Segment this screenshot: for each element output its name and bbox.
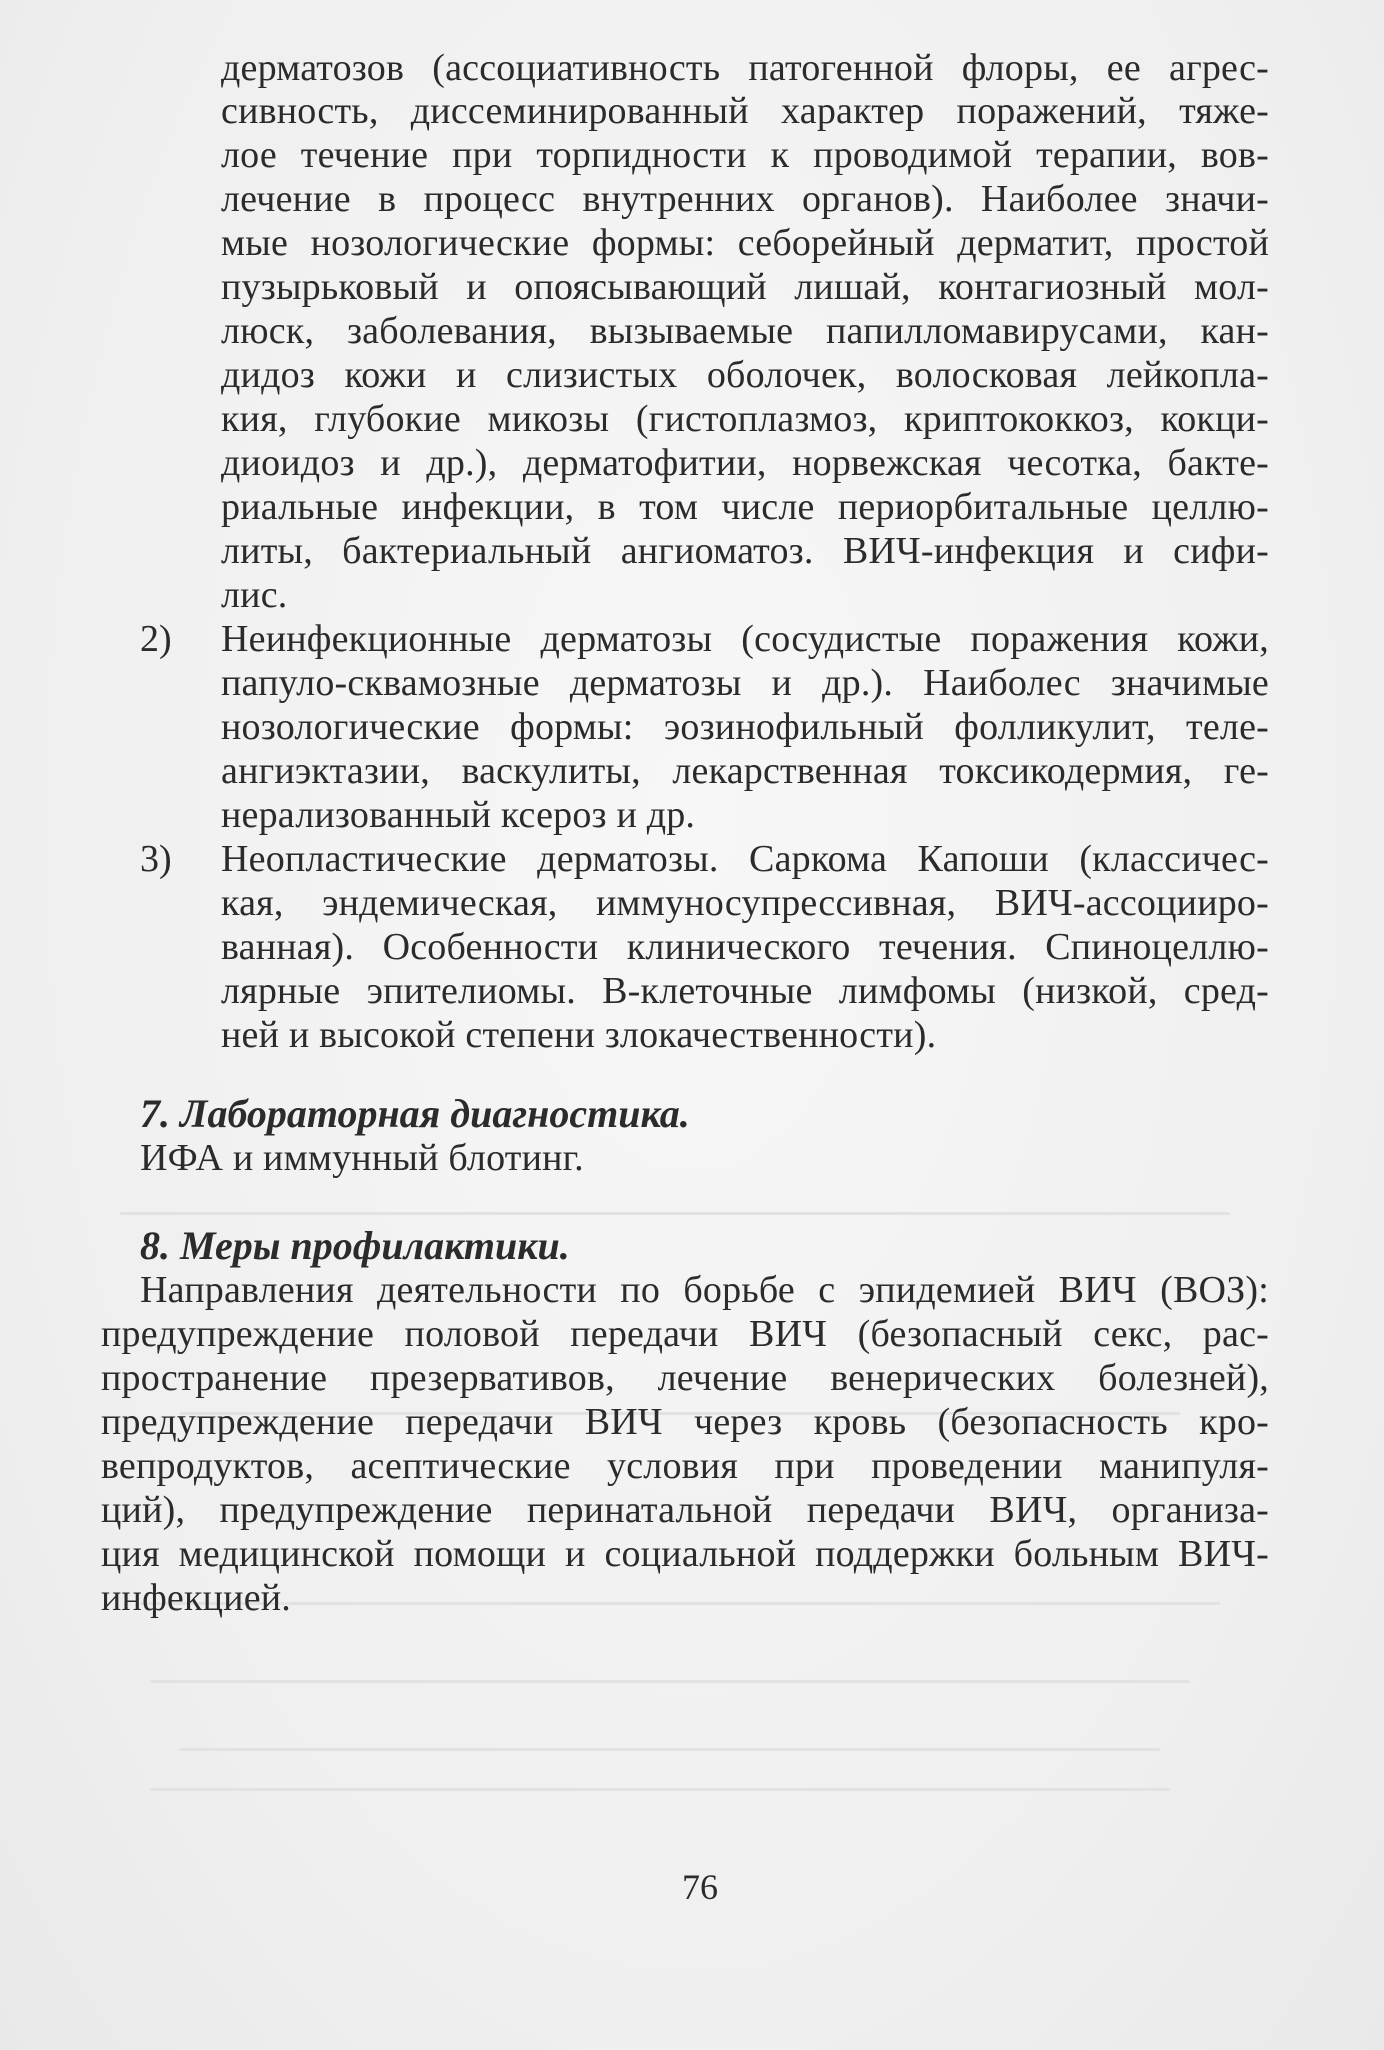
text-line: лечение в процесс внутренних органов). Наиболее значи- [221,178,1269,220]
text-line: Неопластические дерматозы. Саркома Капоши (классичес- [221,838,1269,880]
text-line: ней и высокой степени злокачественности). [221,1014,937,1056]
text-line: ангиэктазии, васкулиты, лекарственная токсикодермия, ге- [221,750,1269,792]
page-number: 76 [682,1867,718,1907]
text-line: нерализованный ксероз и др. [221,794,696,836]
text-line: нозологические формы: эозинофильный фолликулит, теле- [221,706,1269,748]
list-item-number: 3) [140,838,172,880]
text-line: дидоз кожи и слизистых оболочек, волосковая лейкопла- [221,354,1269,396]
text-line: риальные инфекции, в том числе периорбитальные целлю- [221,486,1269,528]
bleed-through-line [150,1680,1190,1683]
text-line: пузырьковый и опоясывающий лишай, контагиозный мол- [221,266,1269,308]
text-line: пространение презервативов, лечение венерических болезней), [101,1357,1269,1399]
text-line: папуло-сквамозные дерматозы и др.). Наиболес значимые [221,662,1269,704]
section-heading-prevention: 8. Меры профилактики. [140,1223,570,1268]
section-heading-lab-diagnostics: 7. Лабораторная диагностика. [140,1091,690,1136]
text-line: лис. [221,574,288,616]
text-line: диоидоз и др.), дерматофитии, норвежская чесотка, бакте- [221,442,1269,484]
text-line: ция медицинской помощи и социальной поддержки больным ВИЧ- [101,1533,1269,1575]
text-line: ванная). Особенности клинического течения. Спиноцеллю- [221,926,1269,968]
text-line: ций), предупреждение перинатальной передачи ВИЧ, организа- [101,1489,1269,1531]
text-line: мые нозологические формы: себорейный дерматит, простой [221,222,1269,264]
text-line: вепродуктов, асептические условия при проведении манипуля- [101,1445,1269,1487]
text-line: кия, глубокие микозы (гистоплазмоз, криптококкоз, кокци- [221,398,1269,440]
text-line: лое течение при торпидности к проводимой терапии, вов- [221,134,1269,176]
text-line: сивность, диссеминированный характер поражений, тяже- [221,90,1269,132]
bleed-through-line [120,1212,1230,1215]
text-line: люск, заболевания, вызываемые папилломавирусами, кан- [221,310,1269,352]
list-item-number: 2) [140,618,172,660]
text-line: литы, бактериальный ангиоматоз. ВИЧ-инфекция и сифи- [221,530,1269,572]
text-line: дерматозов (ассоциативность патогенной флоры, ее агрес- [221,47,1269,89]
bleed-through-line [140,1602,1220,1605]
text-line: предупреждение половой передачи ВИЧ (безопасный секс, рас- [101,1313,1269,1355]
text-line: инфекцией. [101,1577,291,1619]
text-line: предупреждение передачи ВИЧ через кровь (безопасность кро- [101,1401,1269,1443]
text-line: кая, эндемическая, иммуносупрессивная, ВИЧ-ассоцииро- [221,882,1269,924]
bleed-through-line [180,1748,1160,1751]
bleed-through-line [150,1788,1170,1791]
text-line: лярные эпителиомы. В-клеточные лимфомы (низкой, сред- [221,970,1269,1012]
section-text: ИФА и иммунный блотинг. [140,1137,584,1179]
text-line: Неинфекционные дерматозы (сосудистые поражения кожи, [221,618,1269,660]
text-line: Направления деятельности по борьбе с эпидемией ВИЧ (ВОЗ): [140,1269,1269,1311]
